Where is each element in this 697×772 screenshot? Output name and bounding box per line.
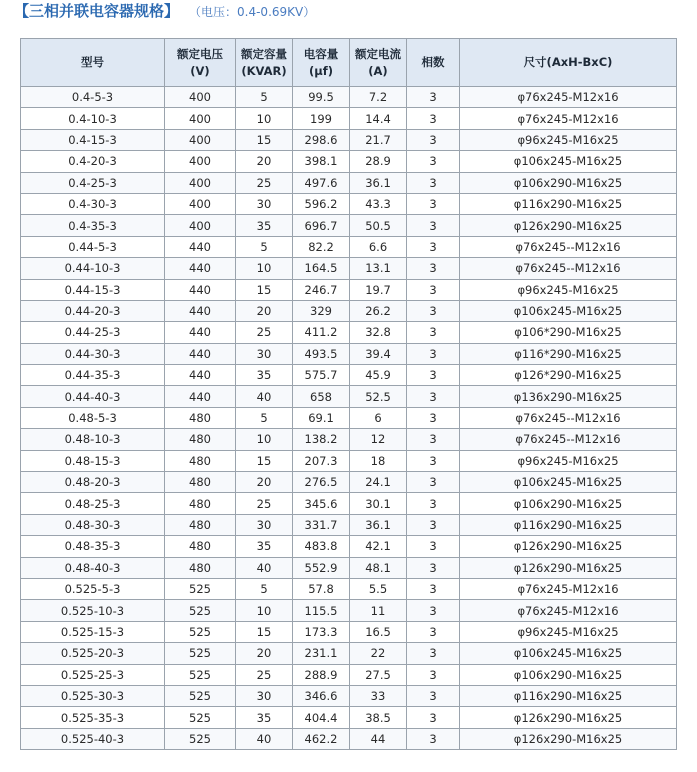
rated-capacity-cell: 20 (236, 643, 293, 664)
model-cell: 0.525-10-3 (21, 600, 165, 621)
rated-voltage-cell: 525 (165, 664, 236, 685)
rated-voltage-cell: 525 (165, 600, 236, 621)
rated-voltage-cell: 400 (165, 193, 236, 214)
model-cell: 0.4-15-3 (21, 129, 165, 150)
capacitance-cell: 164.5 (293, 258, 350, 279)
rated-voltage-cell: 440 (165, 365, 236, 386)
table-row (21, 108, 677, 129)
rated-current-cell: 27.5 (350, 664, 407, 685)
dimensions-cell: φ116x290-M16x25 (460, 193, 677, 214)
capacitance-cell: 398.1 (293, 151, 350, 172)
dimensions-cell: φ76x245-M12x16 (460, 578, 677, 599)
capacitance-cell: 138.2 (293, 429, 350, 450)
rated-voltage-cell: 440 (165, 300, 236, 321)
rated-capacity-cell: 20 (236, 300, 293, 321)
rated-capacity-cell: 5 (236, 578, 293, 599)
rated-voltage-cell: 480 (165, 557, 236, 578)
rated-voltage-cell: 400 (165, 129, 236, 150)
rated-current-cell: 36.1 (350, 172, 407, 193)
model-cell: 0.48-5-3 (21, 407, 165, 428)
model-header (21, 39, 165, 87)
rated-current-cell: 12 (350, 429, 407, 450)
dimensions-cell: φ116x290-M16x25 (460, 514, 677, 535)
capacitance-cell: 493.5 (293, 343, 350, 364)
phase-count-cell: 3 (407, 664, 460, 685)
rated-voltage-cell: 480 (165, 407, 236, 428)
table-row (21, 236, 677, 257)
capacitance-header-label: 电容量 (303, 46, 339, 61)
model-cell: 0.525-5-3 (21, 578, 165, 599)
dimensions-cell: φ96x245-M16x25 (460, 279, 677, 300)
dimensions-cell: φ126x290-M16x25 (460, 707, 677, 728)
rated-capacity-cell: 40 (236, 386, 293, 407)
capacitance-cell: 276.5 (293, 472, 350, 493)
rated-voltage-header (165, 39, 236, 87)
rated-current-cell: 30.1 (350, 493, 407, 514)
dimensions-cell: φ106x290-M16x25 (460, 172, 677, 193)
capacitor-spec-table (20, 38, 677, 750)
table-row (21, 600, 677, 621)
phase-count-cell: 3 (407, 536, 460, 557)
capacitance-cell: 658 (293, 386, 350, 407)
capacitance-cell: 596.2 (293, 193, 350, 214)
rated-current-cell: 50.5 (350, 215, 407, 236)
table-row (21, 578, 677, 599)
phase-count-cell: 3 (407, 600, 460, 621)
rated-voltage-cell: 400 (165, 151, 236, 172)
table-row (21, 172, 677, 193)
page-heading (14, 0, 315, 22)
dimensions-cell: φ76x245--M12x16 (460, 407, 677, 428)
rated-current-cell: 36.1 (350, 514, 407, 535)
table-row (21, 365, 677, 386)
rated-capacity-cell: 25 (236, 493, 293, 514)
table-row (21, 664, 677, 685)
rated-capacity-cell: 10 (236, 108, 293, 129)
rated-capacity-cell: 15 (236, 450, 293, 471)
capacitance-cell: 298.6 (293, 129, 350, 150)
table-row (21, 472, 677, 493)
model-cell: 0.4-25-3 (21, 172, 165, 193)
dimensions-cell: φ106*290-M16x25 (460, 322, 677, 343)
rated-capacity-cell: 20 (236, 472, 293, 493)
model-cell: 0.48-25-3 (21, 493, 165, 514)
table-row (21, 279, 677, 300)
phase-count-cell: 3 (407, 236, 460, 257)
rated-voltage-cell: 525 (165, 578, 236, 599)
dimensions-cell: φ126x290-M16x25 (460, 557, 677, 578)
capacitance-cell: 552.9 (293, 557, 350, 578)
rated-capacity-cell: 10 (236, 429, 293, 450)
capacitance-cell: 329 (293, 300, 350, 321)
phase-count-cell: 3 (407, 621, 460, 642)
rated-current-cell: 33 (350, 685, 407, 706)
rated-voltage-cell: 525 (165, 643, 236, 664)
rated-voltage-cell: 440 (165, 386, 236, 407)
capacitance-cell: 404.4 (293, 707, 350, 728)
model-cell: 0.4-35-3 (21, 215, 165, 236)
rated-current-cell: 24.1 (350, 472, 407, 493)
phase-count-cell: 3 (407, 450, 460, 471)
rated-capacity-cell: 5 (236, 87, 293, 108)
phase-count-cell: 3 (407, 258, 460, 279)
model-cell: 0.48-35-3 (21, 536, 165, 557)
table-row (21, 322, 677, 343)
dimensions-cell: φ106x245-M16x25 (460, 300, 677, 321)
capacitance-cell: 483.8 (293, 536, 350, 557)
table-row (21, 514, 677, 535)
rated-current-cell: 16.5 (350, 621, 407, 642)
phase-count-cell: 3 (407, 322, 460, 343)
capacitance-cell: 346.6 (293, 685, 350, 706)
dimensions-header-label: 尺寸(AxH-BxC) (523, 55, 613, 69)
dimensions-cell: φ136x290-M16x25 (460, 386, 677, 407)
rated-capacity-cell: 40 (236, 728, 293, 749)
model-cell: 0.525-40-3 (21, 728, 165, 749)
table-row (21, 87, 677, 108)
rated-current-cell: 28.9 (350, 151, 407, 172)
table-row (21, 407, 677, 428)
rated-capacity-header (236, 39, 293, 87)
phase-count-cell: 3 (407, 643, 460, 664)
rated-current-cell: 14.4 (350, 108, 407, 129)
table-row (21, 493, 677, 514)
capacitance-cell: 99.5 (293, 87, 350, 108)
rated-capacity-cell: 25 (236, 664, 293, 685)
rated-voltage-cell: 480 (165, 514, 236, 535)
page-title: 【三相并联电容器规格】 (14, 2, 180, 20)
rated-capacity-header-label: 额定容量 (241, 46, 287, 61)
rated-current-cell: 32.8 (350, 322, 407, 343)
phase-count-cell: 3 (407, 557, 460, 578)
rated-current-cell: 43.3 (350, 193, 407, 214)
model-cell: 0.4-30-3 (21, 193, 165, 214)
capacitance-cell: 288.9 (293, 664, 350, 685)
rated-current-cell: 44 (350, 728, 407, 749)
phase-count-cell: 3 (407, 685, 460, 706)
rated-current-cell: 21.7 (350, 129, 407, 150)
rated-current-header-label: 额定电流 (355, 46, 401, 61)
rated-voltage-cell: 400 (165, 172, 236, 193)
capacitance-cell: 207.3 (293, 450, 350, 471)
rated-voltage-cell: 440 (165, 343, 236, 364)
rated-voltage-cell: 525 (165, 707, 236, 728)
rated-voltage-cell: 440 (165, 236, 236, 257)
phase-count-cell: 3 (407, 728, 460, 749)
model-cell: 0.48-30-3 (21, 514, 165, 535)
dimensions-cell: φ106x245-M16x25 (460, 151, 677, 172)
phase-count-cell: 3 (407, 365, 460, 386)
dimensions-cell: φ126x290-M16x25 (460, 536, 677, 557)
phase-count-header-label: 相数 (421, 55, 445, 69)
rated-voltage-cell: 440 (165, 258, 236, 279)
table-body (21, 87, 677, 750)
capacitance-cell: 82.2 (293, 236, 350, 257)
rated-current-cell: 5.5 (350, 578, 407, 599)
phase-count-cell: 3 (407, 707, 460, 728)
model-cell: 0.4-10-3 (21, 108, 165, 129)
table-row (21, 450, 677, 471)
capacitance-cell: 231.1 (293, 643, 350, 664)
rated-capacity-header-unit: (KVAR) (241, 63, 287, 78)
rated-current-cell: 42.1 (350, 536, 407, 557)
phase-count-cell: 3 (407, 578, 460, 599)
capacitance-cell: 497.6 (293, 172, 350, 193)
table-row (21, 300, 677, 321)
dimensions-cell: φ96x245-M16x25 (460, 129, 677, 150)
capacitance-cell: 57.8 (293, 578, 350, 599)
rated-capacity-cell: 35 (236, 707, 293, 728)
model-cell: 0.525-35-3 (21, 707, 165, 728)
phase-count-cell: 3 (407, 407, 460, 428)
rated-voltage-cell: 400 (165, 87, 236, 108)
rated-current-cell: 48.1 (350, 557, 407, 578)
model-cell: 0.44-25-3 (21, 322, 165, 343)
capacitance-cell: 173.3 (293, 621, 350, 642)
capacitance-cell: 246.7 (293, 279, 350, 300)
phase-count-cell: 3 (407, 514, 460, 535)
rated-capacity-cell: 10 (236, 600, 293, 621)
model-header-label: 型号 (81, 55, 104, 69)
rated-current-cell: 11 (350, 600, 407, 621)
rated-voltage-cell: 480 (165, 493, 236, 514)
phase-count-cell: 3 (407, 151, 460, 172)
dimensions-cell: φ106x290-M16x25 (460, 493, 677, 514)
model-cell: 0.44-10-3 (21, 258, 165, 279)
rated-current-cell: 7.2 (350, 87, 407, 108)
table-row (21, 707, 677, 728)
rated-voltage-cell: 525 (165, 685, 236, 706)
phase-count-cell: 3 (407, 386, 460, 407)
phase-count-cell: 3 (407, 193, 460, 214)
rated-current-cell: 26.2 (350, 300, 407, 321)
dimensions-cell: φ76x245-M12x16 (460, 600, 677, 621)
rated-capacity-cell: 30 (236, 343, 293, 364)
capacitance-cell: 462.2 (293, 728, 350, 749)
model-cell: 0.44-15-3 (21, 279, 165, 300)
capacitance-header (293, 39, 350, 87)
rated-voltage-cell: 440 (165, 279, 236, 300)
phase-count-cell: 3 (407, 87, 460, 108)
rated-capacity-cell: 5 (236, 407, 293, 428)
rated-voltage-cell: 480 (165, 450, 236, 471)
rated-voltage-cell: 400 (165, 215, 236, 236)
dimensions-cell: φ76x245--M12x16 (460, 236, 677, 257)
phase-count-cell: 3 (407, 108, 460, 129)
rated-capacity-cell: 35 (236, 365, 293, 386)
rated-capacity-cell: 10 (236, 258, 293, 279)
capacitance-cell: 331.7 (293, 514, 350, 535)
model-cell: 0.48-10-3 (21, 429, 165, 450)
model-cell: 0.44-20-3 (21, 300, 165, 321)
capacitance-cell: 696.7 (293, 215, 350, 236)
capacitance-cell: 345.6 (293, 493, 350, 514)
table-row (21, 386, 677, 407)
rated-voltage-cell: 400 (165, 108, 236, 129)
rated-capacity-cell: 30 (236, 193, 293, 214)
rated-voltage-cell: 525 (165, 728, 236, 749)
rated-capacity-cell: 40 (236, 557, 293, 578)
capacitance-header-unit: (μf) (309, 63, 333, 78)
table-row (21, 215, 677, 236)
rated-capacity-cell: 5 (236, 236, 293, 257)
table-row (21, 258, 677, 279)
model-cell: 0.525-15-3 (21, 621, 165, 642)
model-cell: 0.44-30-3 (21, 343, 165, 364)
dimensions-cell: φ116*290-M16x25 (460, 343, 677, 364)
voltage-range-subtitle: （电压：0.4-0.69KV） (189, 5, 316, 19)
dimensions-cell: φ76x245-M12x16 (460, 87, 677, 108)
rated-current-cell: 45.9 (350, 365, 407, 386)
table-row (21, 429, 677, 450)
model-cell: 0.48-40-3 (21, 557, 165, 578)
rated-capacity-cell: 30 (236, 685, 293, 706)
model-cell: 0.48-15-3 (21, 450, 165, 471)
dimensions-cell: φ76x245--M12x16 (460, 258, 677, 279)
rated-capacity-cell: 35 (236, 536, 293, 557)
model-cell: 0.525-20-3 (21, 643, 165, 664)
rated-current-header (350, 39, 407, 87)
model-cell: 0.44-5-3 (21, 236, 165, 257)
table-row (21, 685, 677, 706)
rated-voltage-header-unit: (V) (190, 63, 210, 78)
phase-count-cell: 3 (407, 172, 460, 193)
rated-capacity-cell: 25 (236, 322, 293, 343)
capacitance-cell: 69.1 (293, 407, 350, 428)
dimensions-cell: φ126x290-M16x25 (460, 215, 677, 236)
rated-current-cell: 6 (350, 407, 407, 428)
table-row (21, 728, 677, 749)
rated-current-header-unit: (A) (368, 63, 388, 78)
model-cell: 0.44-40-3 (21, 386, 165, 407)
dimensions-cell: φ126*290-M16x25 (460, 365, 677, 386)
table-row (21, 129, 677, 150)
phase-count-cell: 3 (407, 129, 460, 150)
rated-current-cell: 6.6 (350, 236, 407, 257)
model-cell: 0.48-20-3 (21, 472, 165, 493)
phase-count-cell: 3 (407, 429, 460, 450)
rated-capacity-cell: 15 (236, 279, 293, 300)
phase-count-cell: 3 (407, 279, 460, 300)
model-cell: 0.4-20-3 (21, 151, 165, 172)
rated-current-cell: 22 (350, 643, 407, 664)
dimensions-cell: φ106x245-M16x25 (460, 643, 677, 664)
dimensions-cell: φ76x245-M12x16 (460, 108, 677, 129)
rated-current-cell: 18 (350, 450, 407, 471)
table-row (21, 536, 677, 557)
rated-capacity-cell: 35 (236, 215, 293, 236)
rated-voltage-cell: 440 (165, 322, 236, 343)
phase-count-cell: 3 (407, 472, 460, 493)
phase-count-cell: 3 (407, 215, 460, 236)
phase-count-cell: 3 (407, 343, 460, 364)
rated-capacity-cell: 15 (236, 129, 293, 150)
rated-current-cell: 38.5 (350, 707, 407, 728)
rated-capacity-cell: 20 (236, 151, 293, 172)
rated-capacity-cell: 30 (236, 514, 293, 535)
phase-count-cell: 3 (407, 300, 460, 321)
phase-count-header (407, 39, 460, 87)
rated-capacity-cell: 15 (236, 621, 293, 642)
table-row (21, 193, 677, 214)
rated-voltage-cell: 525 (165, 621, 236, 642)
model-cell: 0.525-30-3 (21, 685, 165, 706)
capacitance-cell: 575.7 (293, 365, 350, 386)
rated-voltage-cell: 480 (165, 536, 236, 557)
dimensions-cell: φ96x245-M16x25 (460, 621, 677, 642)
model-cell: 0.4-5-3 (21, 87, 165, 108)
table-row (21, 343, 677, 364)
model-cell: 0.525-25-3 (21, 664, 165, 685)
rated-current-cell: 39.4 (350, 343, 407, 364)
model-cell: 0.44-35-3 (21, 365, 165, 386)
table-row (21, 621, 677, 642)
capacitance-cell: 199 (293, 108, 350, 129)
rated-current-cell: 19.7 (350, 279, 407, 300)
rated-voltage-cell: 480 (165, 429, 236, 450)
dimensions-cell: φ96x245-M16x25 (460, 450, 677, 471)
capacitance-cell: 411.2 (293, 322, 350, 343)
table-row (21, 557, 677, 578)
dimensions-cell: φ116x290-M16x25 (460, 685, 677, 706)
table-header-row (21, 39, 677, 87)
rated-current-cell: 13.1 (350, 258, 407, 279)
dimensions-cell: φ126x290-M16x25 (460, 728, 677, 749)
rated-voltage-cell: 480 (165, 472, 236, 493)
dimensions-cell: φ76x245--M12x16 (460, 429, 677, 450)
dimensions-cell: φ106x245-M16x25 (460, 472, 677, 493)
rated-voltage-header-label: 额定电压 (177, 46, 223, 61)
rated-capacity-cell: 25 (236, 172, 293, 193)
phase-count-cell: 3 (407, 493, 460, 514)
dimensions-header (460, 39, 677, 87)
dimensions-cell: φ106x290-M16x25 (460, 664, 677, 685)
capacitance-cell: 115.5 (293, 600, 350, 621)
rated-current-cell: 52.5 (350, 386, 407, 407)
table-row (21, 151, 677, 172)
table-row (21, 643, 677, 664)
